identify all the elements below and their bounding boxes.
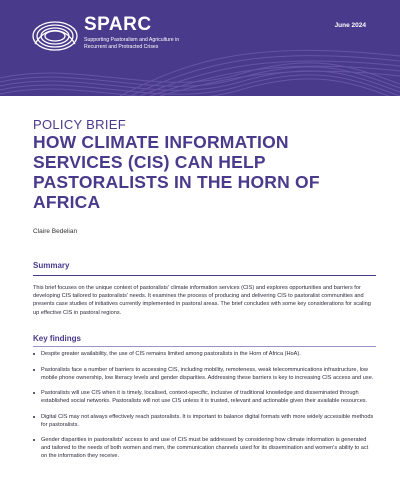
summary-rule: [33, 275, 376, 276]
publication-date: June 2024: [334, 22, 366, 29]
findings-rule: [33, 346, 376, 347]
list-item: Pastoralists will use CIS when it is timely, localised, context-specific, inclusive of traditional knowledge and disseminated through established social networks. Pastoralists will not use CIS unless it is trusted, relevant and actionable given their available resources.: [33, 389, 376, 405]
key-findings-list: [33, 350, 376, 468]
sparc-logo: [30, 18, 80, 54]
document-type: POLICY BRIEF: [33, 117, 126, 132]
brand-name: SPARC: [84, 14, 152, 35]
document-title: HOW CLIMATE INFORMATION SERVICES (CIS) CAN HELP PASTORALISTS IN THE HORN OF AFRICA: [33, 132, 320, 212]
brand-block: [84, 15, 194, 50]
list-item: Digital CIS may not always effectively reach pastoralists. It is important to balance digital formats with more widely accessible methods for pastoralists.: [33, 413, 376, 429]
list-item: Gender disparities in pastoralists' access to and use of CIS must be addressed by considering how climate information is generated and tailored to the needs of both women and men, the communication channels used for its dissemination and women's ability to act on the information they receive.: [33, 436, 376, 460]
summary-heading: Summary: [33, 261, 70, 270]
list-item: Pastoralists face a number of barriers to accessing CIS, including mobility, remoteness, weak telecommunications infrastructure, low mobile phone ownership, low literacy levels and gender disparities. Addressing these barriers is key to increasing CIS access and use.: [33, 366, 376, 382]
key-findings-heading: Key findings: [33, 334, 82, 343]
list-item: Despite greater availability, the use of CIS remains limited among pastoralists in the Horn of Africa (HoA).: [33, 350, 376, 358]
header-banner: [0, 0, 400, 96]
summary-text: This brief focuses on the unique context of pastoralists' climate information services (CIS) and explores opportunities and barriers for developing CIS tailored to pastoralists' needs. It examines the process of producing and delivering CIS to pastoralist communities and presents case studies of initiatives currently implemented in pastoral areas. The brief concludes with some key considerations for scaling up effective CIS in pastoral regions.: [33, 285, 371, 316]
brand-subtitle: Supporting Pastoralism and Agriculture in Recurrent and Protracted Crises: [84, 37, 180, 50]
author-name: Claire Bedelian: [33, 228, 78, 235]
